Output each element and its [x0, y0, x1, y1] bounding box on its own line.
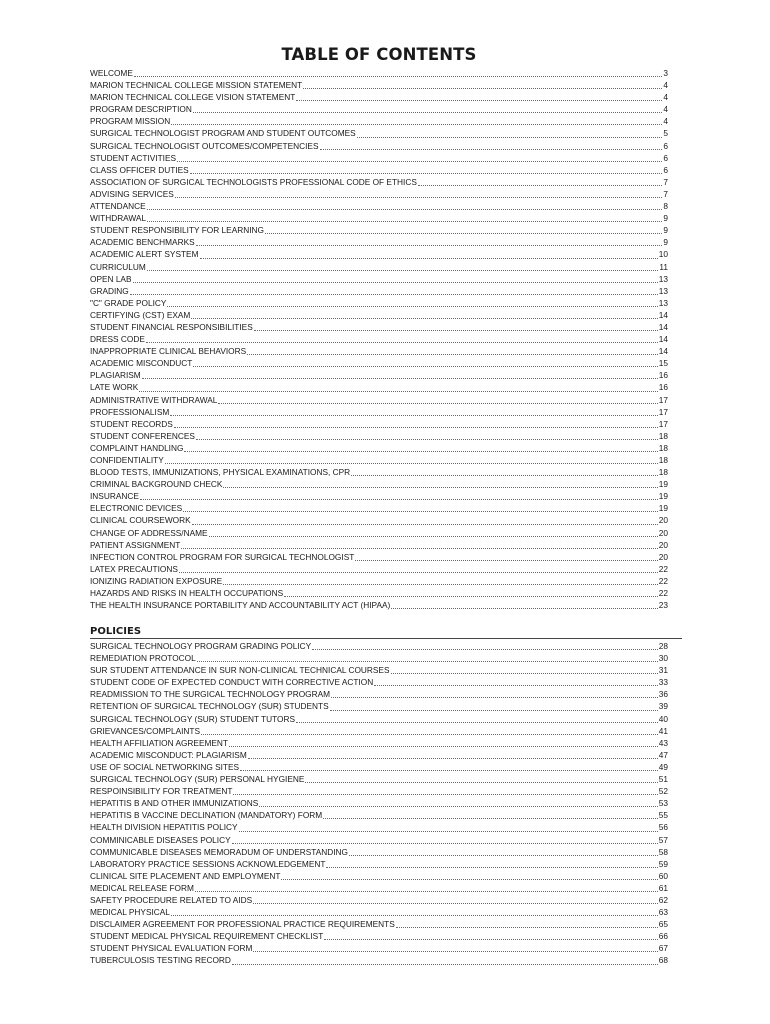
toc-entry-page-number: 13: [658, 273, 668, 284]
dot-leader: [190, 163, 663, 174]
policies-list: [90, 640, 668, 967]
toc-entry-page-number: 31: [658, 665, 668, 676]
toc-entry-label: CERTIFYING (CST) EXAM: [90, 309, 191, 320]
toc-entry-page-number: 20: [658, 527, 668, 538]
dot-leader: [147, 211, 662, 222]
toc-entry-label: CLINICAL SITE PLACEMENT AND EMPLOYMENT: [90, 870, 281, 881]
toc-entry-label: CONFIDENTIALITY: [90, 455, 164, 465]
toc-entry-page-number: 43: [658, 737, 668, 748]
contents-list: [90, 67, 668, 611]
toc-entry-page-number: 47: [658, 749, 668, 760]
toc-entry-label: STUDENT MEDICAL PHYSICAL REQUIREMENT CHECKLIST: [90, 931, 324, 942]
toc-entry-page-number: 6: [663, 140, 668, 151]
dot-leader: [196, 235, 663, 246]
toc-entry-label: "C" GRADE POLICY: [90, 297, 167, 308]
toc-entry-page-number: 68: [658, 955, 668, 966]
toc-entry-page-number: 28: [658, 641, 668, 651]
dot-leader: [248, 748, 658, 759]
dot-leader: [312, 639, 658, 650]
toc-entry-page-number: 18: [658, 467, 668, 478]
toc-entry-label: USE OF SOCIAL NETWORKING SITES: [90, 761, 240, 772]
dot-leader: [355, 550, 657, 561]
toc-entry-page-number: 20: [658, 539, 668, 550]
toc-entry-page-number: 16: [658, 382, 668, 393]
dot-leader: [305, 772, 657, 783]
dot-leader: [191, 308, 657, 319]
toc-entry-label: ATTENDANCE: [90, 201, 146, 212]
toc-entry-label: ACADEMIC MISCONDUCT: [90, 358, 193, 369]
dot-leader: [232, 833, 658, 844]
toc-entry-page-number: 33: [658, 677, 668, 688]
toc-entry-label: STUDENT RECORDS: [90, 418, 173, 429]
toc-entry-label: HEPATITIS B VACCINE DECLINATION (MANDATORY) FORM: [90, 810, 323, 821]
toc-entry-label: COMPLAINT HANDLING: [90, 442, 184, 453]
dot-leader: [139, 381, 658, 392]
dot-leader: [146, 332, 658, 343]
toc-entry-page-number: 4: [663, 116, 668, 127]
dot-leader: [197, 651, 658, 662]
dot-leader: [324, 929, 657, 940]
dot-leader: [223, 574, 658, 585]
toc-entry-page-number: 59: [658, 858, 668, 869]
toc-entry-label: GRIEVANCES/COMPLAINTS: [90, 725, 201, 736]
toc-entry-label: RESPOINSIBILITY FOR TREATMENT: [90, 786, 233, 797]
toc-entry-label: ACADEMIC BENCHMARKS: [90, 237, 195, 248]
toc-entry-page-number: 23: [658, 600, 668, 611]
dot-leader: [177, 151, 662, 162]
toc-entry-label: DISCLAIMER AGREEMENT FOR PROFESSIONAL PRACTICE REQUIREMENTS: [90, 919, 395, 930]
toc-entry-label: ASSOCIATION OF SURGICAL TECHNOLOGISTS PROFESSIONAL CODE OF ETHICS: [90, 176, 417, 187]
dot-leader: [396, 917, 658, 928]
toc-entry-page-number: 10: [658, 249, 668, 260]
toc-entry-label: ADVISING SERVICES: [90, 188, 174, 199]
dot-leader: [357, 127, 663, 138]
toc-entry-label: PATIENT ASSIGNMENT: [90, 539, 181, 550]
toc-entry-label: HAZARDS AND RISKS IN HEALTH OCCUPATIONS: [90, 588, 284, 599]
toc-entry-page-number: 19: [658, 503, 668, 514]
dot-leader: [351, 465, 658, 476]
toc-entry-page-number: 22: [658, 563, 668, 574]
toc-entry-page-number: 9: [663, 237, 668, 248]
dot-leader: [201, 724, 658, 735]
toc-entry-page-number: 22: [658, 575, 668, 586]
toc-entry-label: LABORATORY PRACTICE SESSIONS ACKNOWLEDGEMENT: [90, 858, 326, 869]
dot-leader: [303, 78, 662, 89]
toc-entry-page-number: 53: [658, 798, 668, 809]
toc-entry-page-number: 20: [658, 551, 668, 562]
toc-entry-page-number: 9: [663, 225, 668, 236]
toc-entry-label: MARION TECHNICAL COLLEGE VISION STATEMENT: [90, 92, 296, 103]
toc-entry-label: MEDICAL PHYSICAL: [90, 907, 170, 918]
toc-entry-label: CHANGE OF ADDRESS/NAME: [90, 527, 208, 538]
toc-entry[interactable]: [90, 954, 668, 966]
dot-leader: [193, 356, 657, 367]
toc-entry-page-number: 4: [663, 104, 668, 115]
toc-entry-label: SURGICAL TECHNOLOGIST OUTCOMES/COMPETENCIES: [90, 140, 319, 151]
toc-entry-page-number: 7: [663, 176, 668, 187]
toc-entry-label: BLOOD TESTS, IMMUNIZATIONS, PHYSICAL EXAMINATIONS, CPR: [90, 467, 351, 478]
toc-entry-page-number: 62: [658, 894, 668, 905]
dot-leader: [331, 687, 658, 698]
toc-entry-page-number: 17: [658, 394, 668, 405]
toc-entry-page-number: 5: [663, 128, 668, 139]
toc-entry-page-number: 65: [658, 919, 668, 930]
dot-leader: [240, 760, 658, 771]
toc-entry-label: CURRICULUM: [90, 261, 146, 272]
toc-entry-label: IONIZING RADIATION EXPOSURE: [90, 575, 223, 586]
toc-entry-page-number: 18: [658, 430, 668, 441]
toc-entry-page-number: 19: [658, 491, 668, 502]
toc-entry[interactable]: [90, 599, 668, 611]
toc-entry-page-number: 20: [658, 515, 668, 526]
toc-entry-page-number: 14: [658, 334, 668, 345]
dot-leader: [281, 869, 657, 880]
dot-leader: [323, 808, 658, 819]
toc-entry-page-number: 9: [663, 213, 668, 224]
policies-heading: POLICIES: [90, 626, 682, 639]
dot-leader: [253, 941, 657, 952]
dot-leader: [196, 429, 658, 440]
toc-entry-label: GRADING: [90, 285, 129, 296]
toc-entry-label: ACADEMIC MISCONDUCT: PLAGIARISM: [90, 749, 247, 760]
page-title: TABLE OF CONTENTS: [281, 45, 477, 64]
toc-entry-page-number: 14: [658, 346, 668, 357]
toc-entry-page-number: 8: [663, 201, 668, 212]
dot-leader: [218, 393, 657, 404]
toc-entry-label: STUDENT PHYSICAL EVALUATION FORM: [90, 943, 253, 954]
dot-leader: [326, 857, 657, 868]
dot-leader: [209, 526, 658, 537]
toc-entry-page-number: 16: [658, 370, 668, 381]
toc-entry-page-number: 56: [658, 822, 668, 833]
dot-leader: [167, 296, 657, 307]
toc-entry-label: INSURANCE: [90, 491, 139, 502]
dot-leader: [233, 784, 657, 795]
dot-leader: [232, 954, 658, 965]
dot-leader: [165, 453, 658, 464]
dot-leader: [147, 199, 663, 210]
dot-leader: [142, 368, 658, 379]
toc-entry-label: RETENTION OF SURGICAL TECHNOLOGY (SUR) STUDENTS: [90, 701, 329, 712]
dot-leader: [247, 344, 658, 355]
toc-entry-label: HEALTH DIVISION HEPATITIS POLICY: [90, 822, 238, 833]
dot-leader: [253, 893, 658, 904]
toc-entry-page-number: 17: [658, 418, 668, 429]
toc-entry-page-number: 30: [658, 653, 668, 664]
toc-entry-label: SURGICAL TECHNOLOGY (SUR) PERSONAL HYGIENE: [90, 774, 305, 785]
dot-leader: [223, 477, 657, 488]
dot-leader: [296, 90, 662, 101]
dot-leader: [229, 736, 658, 747]
dot-leader: [200, 248, 658, 259]
toc-entry-label: ADMINISTRATIVE WITHDRAWAL: [90, 394, 218, 405]
toc-entry-page-number: 15: [658, 358, 668, 369]
dot-leader: [170, 405, 657, 416]
toc-entry-label: LATE WORK: [90, 382, 139, 393]
dot-leader: [181, 538, 657, 549]
dot-leader: [265, 223, 662, 234]
toc-entry-page-number: 17: [658, 406, 668, 417]
dot-leader: [140, 489, 658, 500]
dot-leader: [391, 663, 658, 674]
toc-entry-label: HEALTH AFFILIATION AGREEMENT: [90, 737, 228, 748]
toc-entry-page-number: 61: [658, 882, 668, 893]
toc-entry-page-number: 51: [658, 774, 668, 785]
toc-entry-label: ACADEMIC ALERT SYSTEM: [90, 249, 199, 260]
toc-entry-label: READMISSION TO THE SURGICAL TECHNOLOGY PROGRAM: [90, 689, 331, 700]
toc-entry-page-number: 49: [658, 761, 668, 772]
toc-entry-label: COMMUNICABLE DISEASES MEMORADUM OF UNDERSTANDING: [90, 846, 348, 857]
toc-entry-page-number: 4: [663, 92, 668, 103]
toc-entry-label: SURGICAL TECHNOLOGIST PROGRAM AND STUDENT OUTCOMES: [90, 128, 356, 139]
toc-entry-page-number: 6: [663, 152, 668, 163]
toc-entry-page-number: 13: [658, 297, 668, 308]
toc-entry-label: INAPPROPRIATE CLINICAL BEHAVIORS: [90, 346, 247, 357]
dot-leader: [193, 102, 662, 113]
toc-entry-page-number: 67: [658, 943, 668, 954]
toc-entry-page-number: 22: [658, 588, 668, 599]
toc-entry-label: CRIMINAL BACKGROUND CHECK: [90, 479, 223, 490]
dot-leader: [239, 821, 658, 832]
toc-entry-label: INFECTION CONTROL PROGRAM FOR SURGICAL TECHNOLOGIST: [90, 551, 355, 562]
toc-entry-label: COMMINICABLE DISEASES POLICY: [90, 834, 231, 845]
toc-entry-page-number: 11: [659, 261, 668, 272]
toc-entry-label: STUDENT CONFERENCES: [90, 430, 195, 441]
toc-entry-page-number: 4: [663, 80, 668, 91]
toc-entry-label: SURGICAL TECHNOLOGY PROGRAM GRADING POLICY: [90, 641, 312, 651]
toc-entry-label: WELCOME: [90, 68, 133, 78]
toc-entry-label: MARION TECHNICAL COLLEGE MISSION STATEMENT: [90, 80, 303, 91]
toc-entry-page-number: 58: [658, 846, 668, 857]
toc-entry-page-number: 41: [658, 725, 668, 736]
dot-leader: [171, 114, 662, 125]
dot-leader: [179, 562, 658, 573]
toc-entry-page-number: 14: [658, 321, 668, 332]
toc-entry-page-number: 39: [658, 701, 668, 712]
dot-leader: [296, 712, 658, 723]
dot-leader: [259, 796, 658, 807]
dot-leader: [183, 501, 658, 512]
toc-entry-page-number: 3: [663, 68, 668, 78]
toc-entry-label: WITHDRAWAL: [90, 213, 147, 224]
toc-entry-page-number: 36: [658, 689, 668, 700]
dot-leader: [330, 700, 658, 711]
toc-entry-page-number: 52: [658, 786, 668, 797]
dot-leader: [130, 284, 658, 295]
dot-leader: [184, 441, 657, 452]
toc-entry-label: PROGRAM MISSION: [90, 116, 171, 127]
toc-entry-page-number: 66: [658, 931, 668, 942]
toc-entry-label: THE HEALTH INSURANCE PORTABILITY AND ACCOUNTABILITY ACT (HIPAA): [90, 600, 391, 611]
dot-leader: [171, 905, 658, 916]
toc-entry-page-number: 7: [663, 188, 668, 199]
toc-entry-page-number: 18: [658, 442, 668, 453]
toc-entry-label: REMEDIATION PROTOCOL: [90, 653, 196, 664]
toc-entry-label: PROFESSIONALISM: [90, 406, 170, 417]
toc-entry-label: OPEN LAB: [90, 273, 132, 284]
dot-leader: [175, 187, 663, 198]
toc-entry-page-number: 14: [658, 309, 668, 320]
dot-leader: [418, 175, 663, 186]
toc-entry-label: CLASS OFFICER DUTIES: [90, 164, 189, 175]
toc-entry-label: DRESS CODE: [90, 334, 145, 345]
toc-entry-label: CLINICAL COURSEWORK: [90, 515, 191, 526]
toc-entry-page-number: 13: [658, 285, 668, 296]
toc-entry-label: STUDENT CODE OF EXPECTED CONDUCT WITH CORRECTIVE ACTION: [90, 677, 374, 688]
dot-leader: [320, 139, 663, 150]
toc-entry-page-number: 40: [658, 713, 668, 724]
dot-leader: [284, 586, 658, 597]
toc-entry-label: MEDICAL RELEASE FORM: [90, 882, 194, 893]
toc-entry-page-number: 57: [658, 834, 668, 845]
dot-leader: [192, 514, 658, 525]
dot-leader: [195, 881, 658, 892]
toc-entry-label: SAFETY PROCEDURE RELATED TO AIDS: [90, 894, 253, 905]
toc-entry-label: STUDENT ACTIVITIES: [90, 152, 177, 163]
dot-leader: [349, 845, 658, 856]
dot-leader: [374, 675, 658, 686]
toc-entry-page-number: 19: [658, 479, 668, 490]
dot-leader: [147, 260, 659, 271]
toc-entry-label: SUR STUDENT ATTENDANCE IN SUR NON-CLINICAL TECHNICAL COURSES: [90, 665, 390, 676]
dot-leader: [391, 598, 657, 609]
toc-entry-page-number: 63: [658, 907, 668, 918]
toc-entry-label: LATEX PRECAUTIONS: [90, 563, 178, 574]
toc-entry-page-number: 60: [658, 870, 668, 881]
toc-entry-label: SURGICAL TECHNOLOGY (SUR) STUDENT TUTORS: [90, 713, 295, 724]
toc-entry-label: PLAGIARISM: [90, 370, 141, 381]
toc-entry-page-number: 18: [658, 455, 668, 465]
toc-entry-page-number: 55: [658, 810, 668, 821]
toc-entry-page-number: 6: [663, 164, 668, 175]
toc-entry-label: STUDENT RESPONSIBILITY FOR LEARNING: [90, 225, 264, 236]
toc-entry-label: ELECTRONIC DEVICES: [90, 503, 183, 514]
toc-entry-label: HEPATITIS B AND OTHER IMMUNIZATIONS: [90, 798, 259, 809]
dot-leader: [134, 66, 663, 77]
dot-leader: [254, 320, 658, 331]
dot-leader: [174, 417, 658, 428]
toc-entry-label: STUDENT FINANCIAL RESPONSIBILITIES: [90, 321, 253, 332]
dot-leader: [133, 272, 658, 283]
toc-entry-label: PROGRAM DESCRIPTION: [90, 104, 192, 115]
toc-entry-label: TUBERCULOSIS TESTING RECORD: [90, 955, 231, 966]
